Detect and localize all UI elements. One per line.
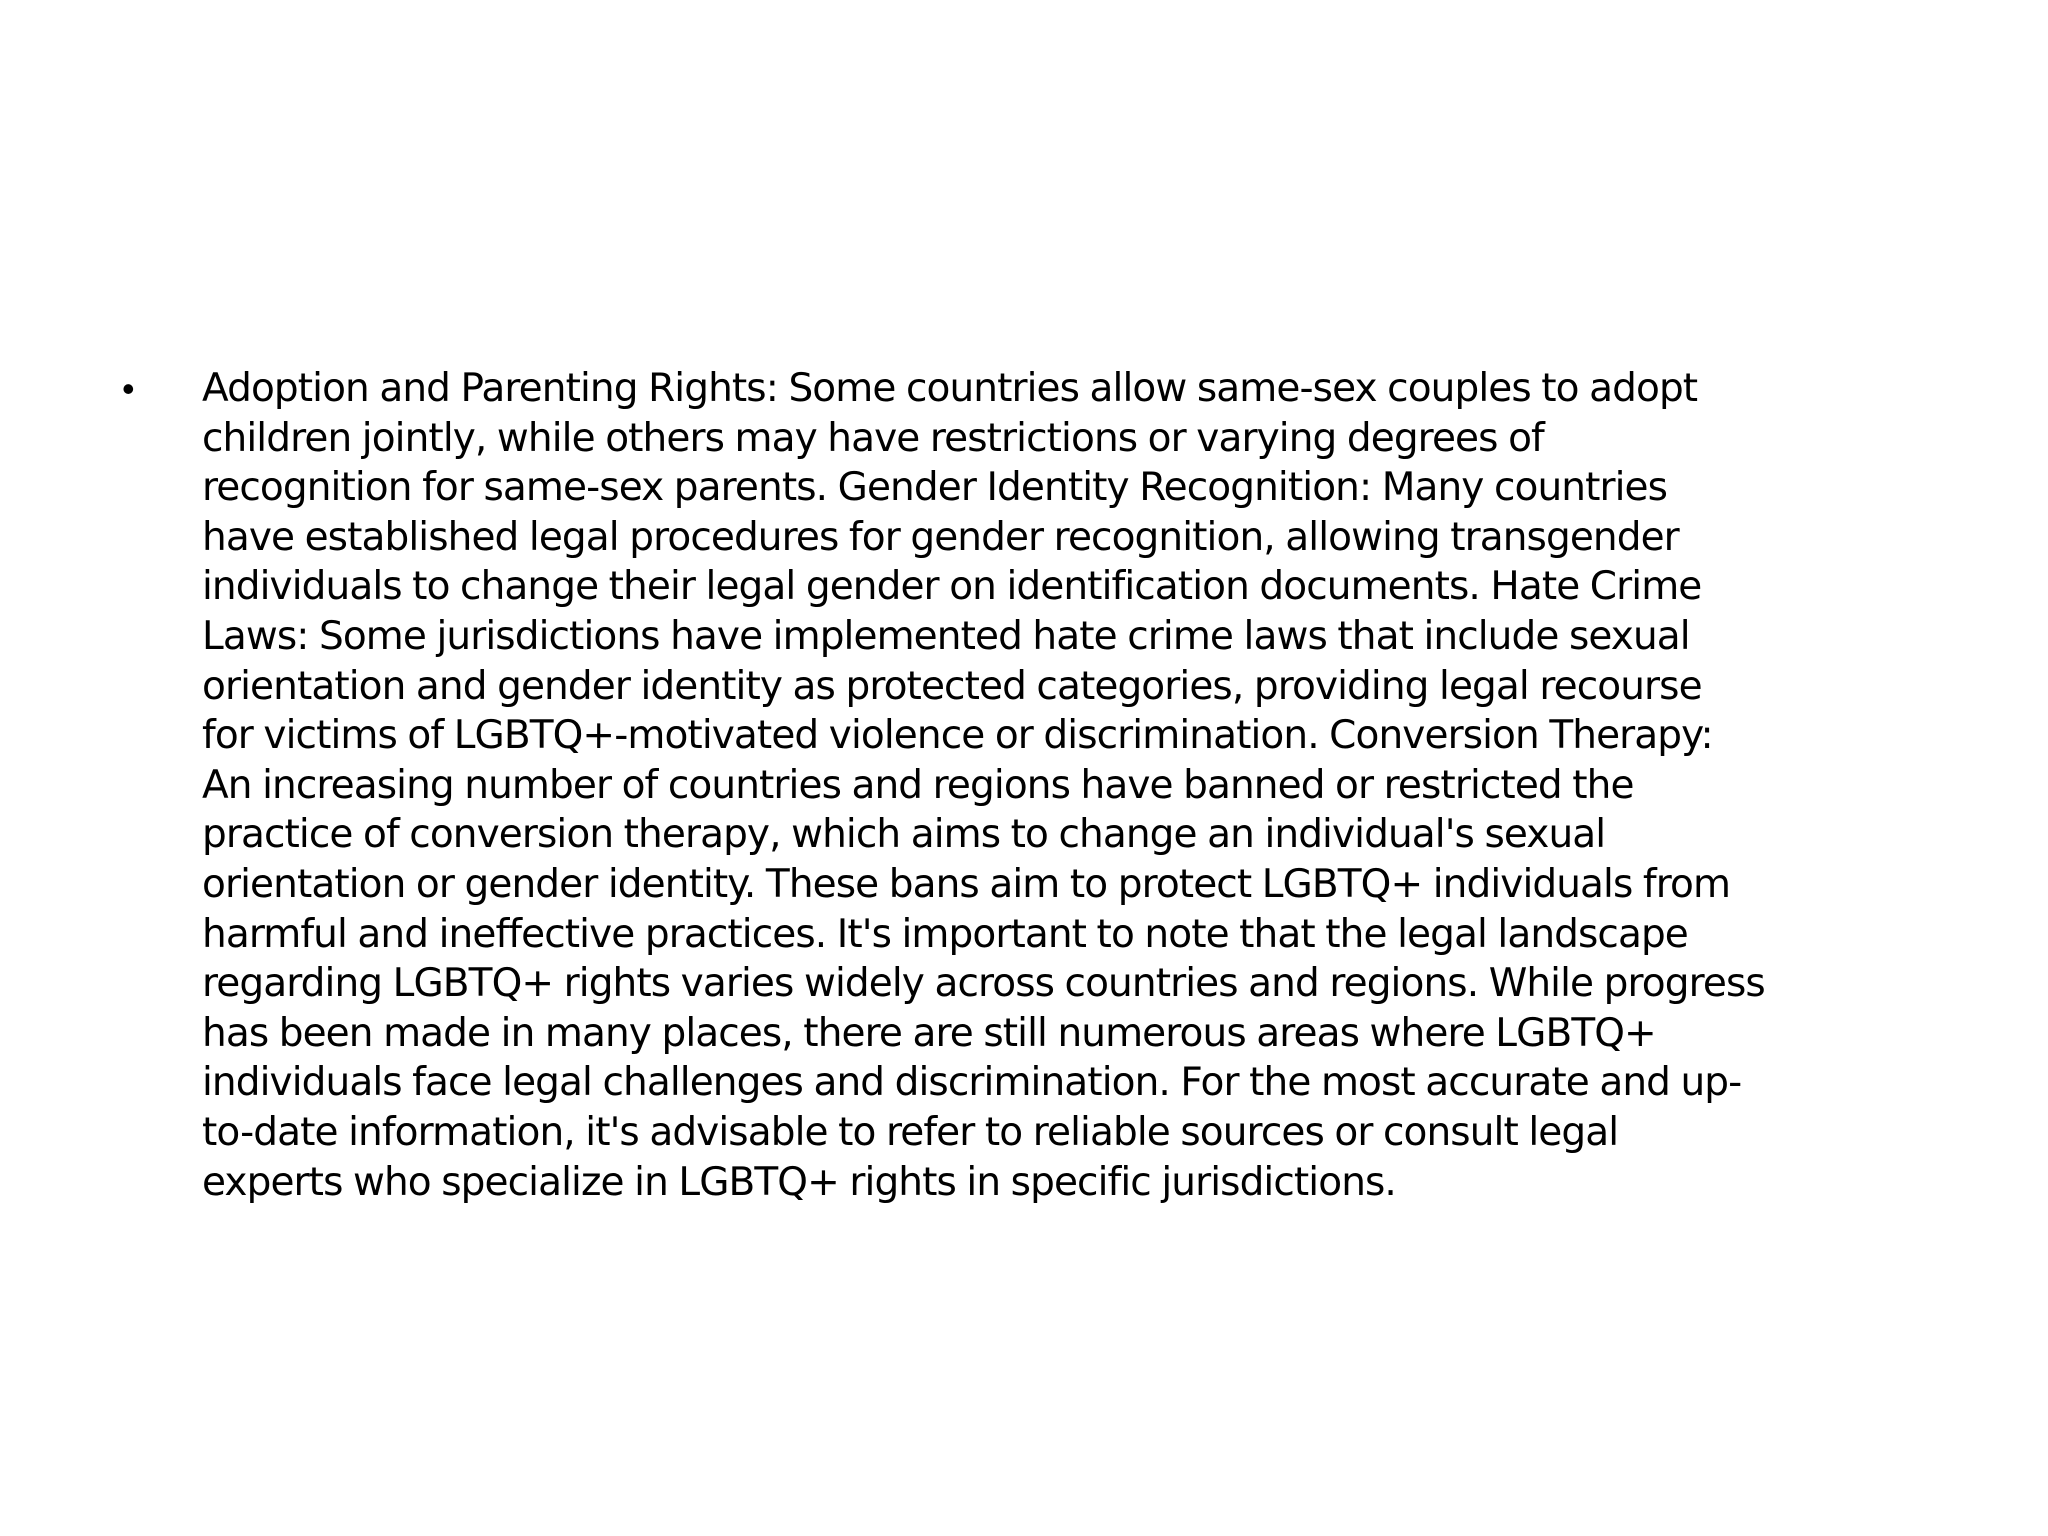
- bullet-text: [202, 364, 2002, 1207]
- text-line: children jointly, while others may have restrictions or varying degrees of: [202, 415, 1544, 461]
- text-line: Laws: Some jurisdictions have implemented hate crime laws that include sexual: [202, 613, 1690, 659]
- text-line: An increasing number of countries and regions have banned or restricted the: [202, 762, 1634, 808]
- text-line: have established legal procedures for gender recognition, allowing transgender: [202, 514, 1679, 560]
- text-line: has been made in many places, there are still numerous areas where LGBTQ+: [202, 1010, 1656, 1056]
- text-line: recognition for same-sex parents. Gender Identity Recognition: Many countries: [202, 465, 1668, 511]
- text-line: orientation or gender identity. These bans aim to protect LGBTQ+ individuals from: [202, 861, 1731, 907]
- text-line: to-date information, it's advisable to refer to reliable sources or consult legal: [202, 1109, 1619, 1155]
- text-line: practice of conversion therapy, which aims to change an individual's sexual: [202, 812, 1606, 858]
- text-line: orientation and gender identity as protected categories, providing legal recourse: [202, 663, 1702, 709]
- bullet-item: [122, 364, 2002, 1207]
- text-line: for victims of LGBTQ+-motivated violence or discrimination. Conversion Therapy:: [202, 713, 1713, 759]
- text-line: individuals to change their legal gender on identification documents. Hate Crime: [202, 564, 1702, 610]
- text-line: individuals face legal challenges and discrimination. For the most accurate and up-: [202, 1060, 1742, 1106]
- text-line: regarding LGBTQ+ rights varies widely across countries and regions. While progress: [202, 961, 1765, 1007]
- bullet-point: •: [122, 368, 135, 409]
- text-line: harmful and ineffective practices. It's important to note that the legal landscape: [202, 911, 1688, 957]
- text-line: Adoption and Parenting Rights: Some countries allow same-sex couples to adopt: [202, 366, 1698, 411]
- bullet-list: [122, 364, 2002, 1207]
- text-line: experts who specialize in LGBTQ+ rights in specific jurisdictions.: [202, 1159, 1396, 1205]
